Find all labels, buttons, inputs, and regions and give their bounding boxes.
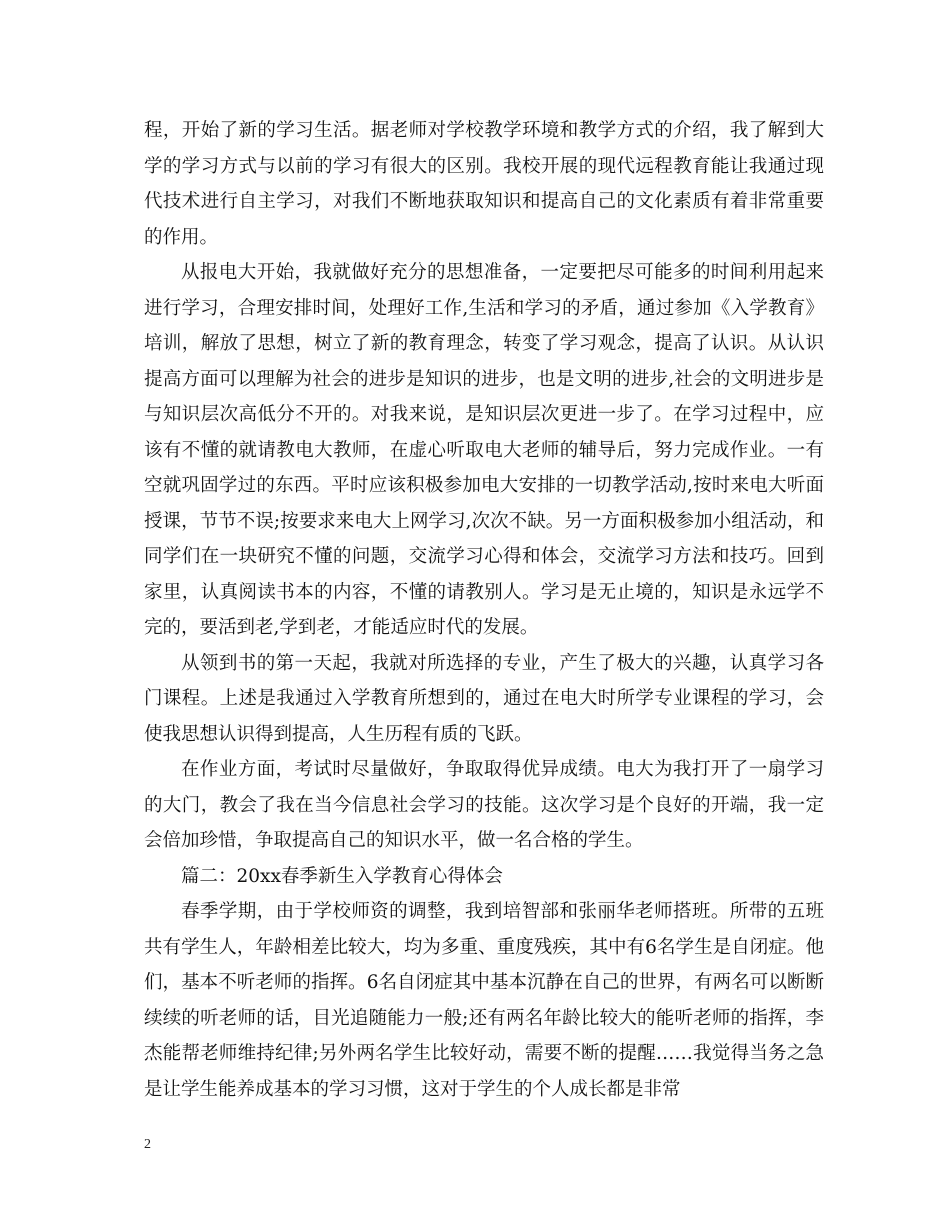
paragraph-2: 从报电大开始，我就做好充分的思想准备，一定要把尽可能多的时间利用起来进行学习，合理安排时间，处理好工作,生活和学习的矛盾，通过参加《入学教育》培训，解放了思想，树立了新的教育理念，转变了学习观念，提高了认识。从认识提高方面可以理解为社会的进步是知识的进步，也是文明的进步,社会的文明进步是与知识层次高低分不开的。对我来说，是知识层次更进一步了。在学习过程中，应该有不懂的就请教电大教师，在虚心听取电大老师的辅导后，努力完成作业。一有空就巩固学过的东西。平时应该积极参加电大安排的一切教学活动,按时来电大听面授课，节节不误;按要求来电大上网学习,次次不缺。另一方面积极参加小组活动，和同学们在一块研究不懂的问题，交流学习心得和体会，交流学习方法和技巧。回到家里，认真阅读书本的内容，不懂的请教别人。学习是无止境的，知识是永远学不完的，要活到老,学到老，才能适应时代的发展。 xyxy=(144,262,824,638)
paragraph-6: 春季学期，由于学校师资的调整，我到培智部和张丽华老师搭班。所带的五班共有学生人，年龄相差比较大，均为多重、重度残疾，其中有6名学生是自闭症。他们，基本不听老师的指挥。6名自闭症其中基本沉静在自己的世界，有两名可以断断续续的听老师的话，目光追随能力一般;还有两名年龄比较大的能听老师的指挥，李杰能帮老师维持纪律;另外两名学生比较好动，需要不断的提醒……我觉得当务之急是让学生能养成基本的学习习惯，这对于学生的个人成长都是非常 xyxy=(144,901,824,1100)
paragraph-3: 从领到书的第一天起，我就对所选择的专业，产生了极大的兴趣，认真学习各门课程。上述是我通过入学教育所想到的，通过在电大时所学专业课程的学习，会使我思想认识得到提高，人生历程有质的飞跃。 xyxy=(144,652,824,745)
document-body xyxy=(144,113,824,1107)
paragraph-4: 在作业方面，考试时尽量做好，争取取得优异成绩。电大为我打开了一扇学习的大门，教会了我在当今信息社会学习的技能。这次学习是个良好的开端，我一定会倍加珍惜，争取提高自己的知识水平，做一名合格的学生。 xyxy=(144,759,824,851)
page-number: 2 xyxy=(144,1137,151,1152)
section-heading: 篇二：20xx春季新生入学教育心得体会 xyxy=(181,865,503,887)
paragraph-1: 程，开始了新的学习生活。据老师对学校教学环境和教学方式的介绍，我了解到大学的学习方式与以前的学习有很大的区别。我校开展的现代远程教育能让我通过现代技术进行自主学习，对我们不断地获取知识和提高自己的文化素质有着非常重要的作用。 xyxy=(144,120,824,248)
